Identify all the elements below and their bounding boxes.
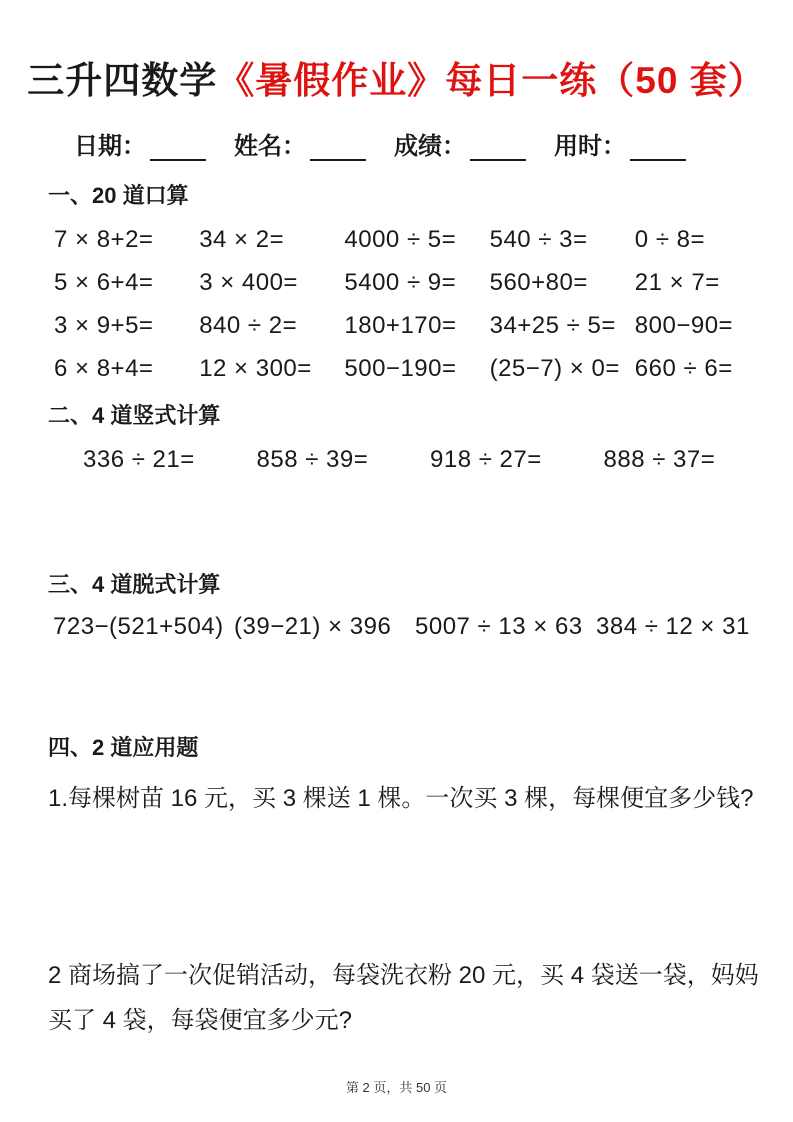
oral-problems-grid [54,226,780,383]
word-problem-1: 1.每棵树苗 16 元，买 3 棵送 1 棵。一次买 3 棵，每棵便宜多少钱? [48,785,754,812]
name-blank-line [310,135,366,161]
name-field [234,126,366,161]
vertical-problem: 888 ÷ 37= [603,446,716,473]
stepwise-problem: 384 ÷ 12 × 31 [596,613,750,640]
page-title-red-part: 《暑假作业》每日一练（50 套） [217,60,766,101]
vertical-problem: 858 ÷ 39= [256,446,369,473]
oral-problem: 4000 ÷ 5= [344,226,457,253]
oral-problem: 840 ÷ 2= [199,312,298,339]
section-vertical-heading: 二、4 道竖式计算 [48,403,221,428]
oral-problem: 6 × 8+4= [54,355,154,382]
oral-problem: 3 × 9+5= [54,312,154,339]
oral-problem: 12 × 300= [199,355,312,382]
oral-problem: 180+170= [344,312,457,339]
time-used-field [554,126,686,161]
oral-problem: (25−7) × 0= [489,355,620,382]
oral-problem: 21 × 7= [634,269,720,296]
oral-problem: 660 ÷ 6= [634,355,733,382]
page-number-footer: 第 2 页，共 50 页 [345,1080,448,1095]
oral-problem: 500−190= [344,355,457,382]
stepwise-problem: 5007 ÷ 13 × 63 [415,613,583,640]
page-title [0,0,793,104]
vertical-problem: 336 ÷ 21= [83,446,195,473]
oral-problem: 540 ÷ 3= [489,226,588,253]
word-problem-2: 2 商场搞了一次促销活动，每袋洗衣粉 20 元，买 4 袋送一袋，妈妈买了 4 袋，每袋便宜多少元? [48,962,759,1034]
stepwise-problems-row [53,613,777,641]
name-label: 姓名： [234,133,306,160]
section-oral-heading: 一、20 道口算 [48,183,189,208]
oral-problem: 5 × 6+4= [54,269,154,296]
info-line [74,126,793,161]
oral-problem: 34+25 ÷ 5= [489,312,616,339]
oral-problem: 34 × 2= [199,226,285,253]
oral-problem: 0 ÷ 8= [634,226,706,253]
oral-problem: 560+80= [489,269,588,296]
oral-problem: 5400 ÷ 9= [344,269,457,296]
oral-problem: 800−90= [634,312,734,339]
score-field [394,126,526,161]
vertical-problem: 918 ÷ 27= [430,446,542,473]
section-word-problems-heading: 四、2 道应用题 [48,735,199,760]
time-used-label: 用时： [554,133,626,160]
stepwise-problem: (39−21) × 396 [234,613,392,640]
time-used-blank-line [630,135,686,161]
score-label: 成绩： [394,133,466,160]
stepwise-problem: 723−(521+504) [53,613,224,640]
date-field [74,126,206,161]
oral-problem: 3 × 400= [199,269,298,296]
page-title-black-part: 三升四数学 [27,60,218,101]
date-label: 日期： [74,133,146,160]
oral-problem: 7 × 8+2= [54,226,154,253]
score-blank-line [470,135,526,161]
vertical-problems-row [83,446,777,474]
section-stepwise-heading: 三、4 道脱式计算 [48,572,221,597]
date-blank-line [150,135,206,161]
